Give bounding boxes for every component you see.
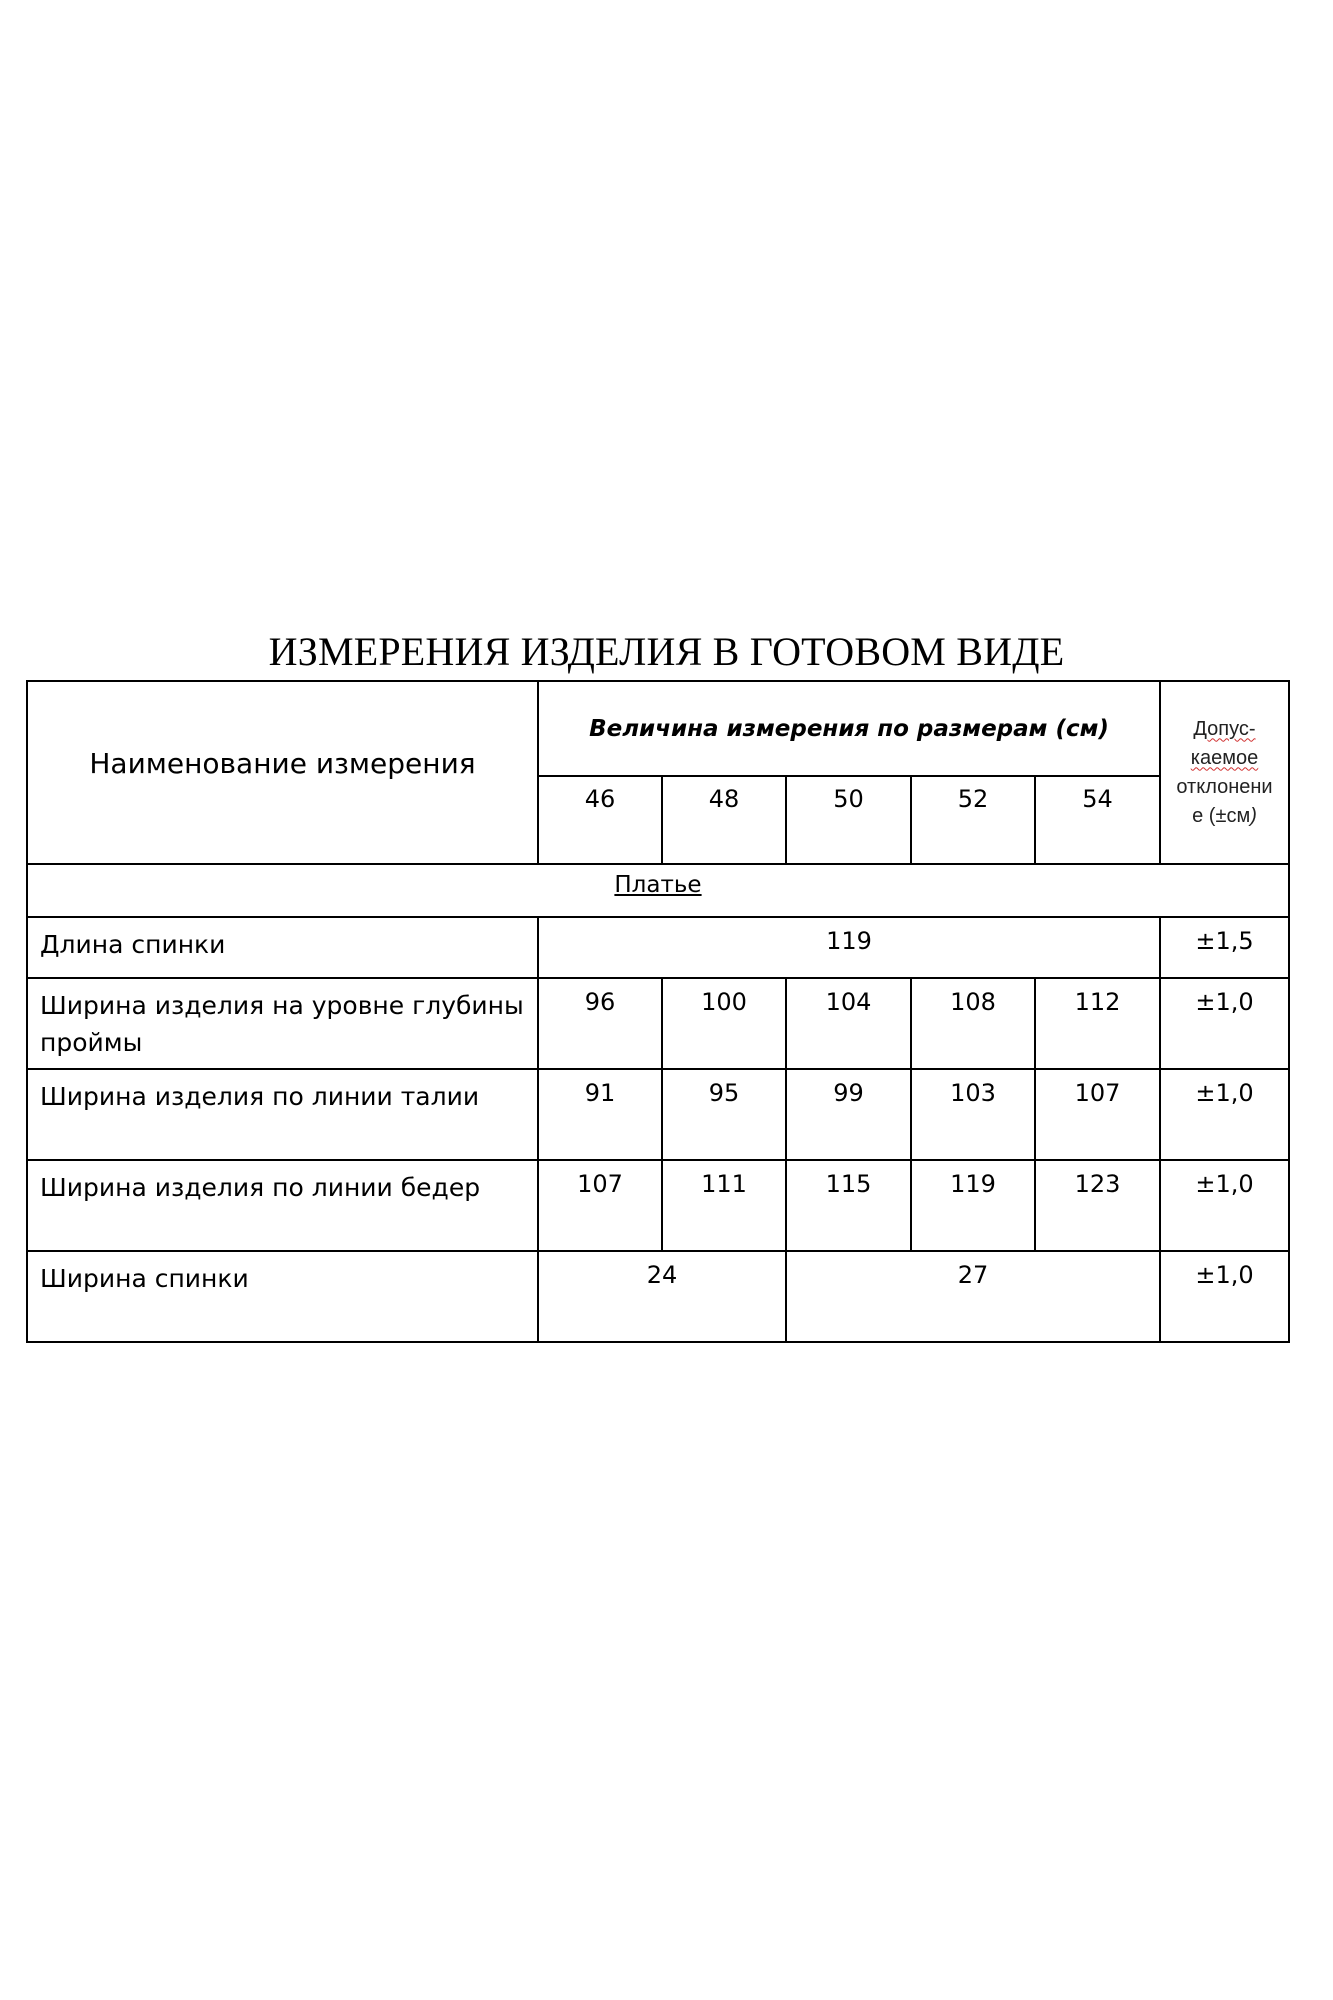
- tolerance-header: [1160, 681, 1289, 864]
- size-header-52: 52: [911, 776, 1035, 864]
- value-cell: 115: [786, 1160, 911, 1251]
- page-title: ИЗМЕРЕНИЯ ИЗДЕЛИЯ В ГОТОВОМ ВИДЕ: [268, 629, 1065, 674]
- header-row: [27, 681, 1289, 776]
- tolerance-cell: ±1,0: [1160, 978, 1289, 1069]
- tolerance-cell: ±1,0: [1160, 1251, 1289, 1342]
- value-cell: 111: [662, 1160, 786, 1251]
- value-cell: 96: [538, 978, 662, 1069]
- size-header-48: 48: [662, 776, 786, 864]
- size-values-header: Величина измерения по размерам (см): [538, 681, 1160, 776]
- size-header-46: 46: [538, 776, 662, 864]
- value-cell: 99: [786, 1069, 911, 1160]
- row-label: Ширина изделия по линии бедер: [27, 1160, 538, 1251]
- value-cell: 107: [1035, 1069, 1160, 1160]
- value-cell: 91: [538, 1069, 662, 1160]
- table-row: [27, 1251, 1289, 1342]
- section-row: [27, 864, 1289, 917]
- tolerance-header-paren: ): [1250, 804, 1257, 827]
- size-header-50: 50: [786, 776, 911, 864]
- tolerance-cell: ±1,5: [1160, 917, 1289, 978]
- measurement-name-header: Наименование измерения: [27, 681, 538, 864]
- value-cell: 119: [911, 1160, 1035, 1251]
- size-header-54: 54: [1035, 776, 1160, 864]
- section-label: Платье: [27, 864, 1289, 917]
- tolerance-header-line1: Допус-: [1193, 717, 1256, 740]
- value-cell: 103: [911, 1069, 1035, 1160]
- value-cell: 107: [538, 1160, 662, 1251]
- value-cell: 108: [911, 978, 1035, 1069]
- value-cell: 123: [1035, 1160, 1160, 1251]
- tolerance-header-line4: е (±см: [1192, 804, 1251, 827]
- table-row: [27, 1160, 1289, 1251]
- merged-value-cell: 119: [538, 917, 1160, 978]
- group-value-cell: 24: [538, 1251, 786, 1342]
- table-row: [27, 917, 1289, 978]
- row-label: Ширина изделия на уровне глубины проймы: [27, 978, 538, 1069]
- value-cell: 104: [786, 978, 911, 1069]
- tolerance-header-line2: каемое: [1190, 746, 1259, 769]
- group-value-cell: 27: [786, 1251, 1160, 1342]
- row-label: Длина спинки: [27, 917, 538, 978]
- row-label: Ширина спинки: [27, 1251, 538, 1342]
- value-cell: 95: [662, 1069, 786, 1160]
- table-row: [27, 978, 1289, 1069]
- value-cell: 112: [1035, 978, 1160, 1069]
- value-cell: 100: [662, 978, 786, 1069]
- measurements-table: [26, 680, 1290, 1343]
- tolerance-cell: ±1,0: [1160, 1069, 1289, 1160]
- row-label: Ширина изделия по линии талии: [27, 1069, 538, 1160]
- tolerance-header-line3: отклонени: [1176, 775, 1273, 798]
- tolerance-cell: ±1,0: [1160, 1160, 1289, 1251]
- table-row: [27, 1069, 1289, 1160]
